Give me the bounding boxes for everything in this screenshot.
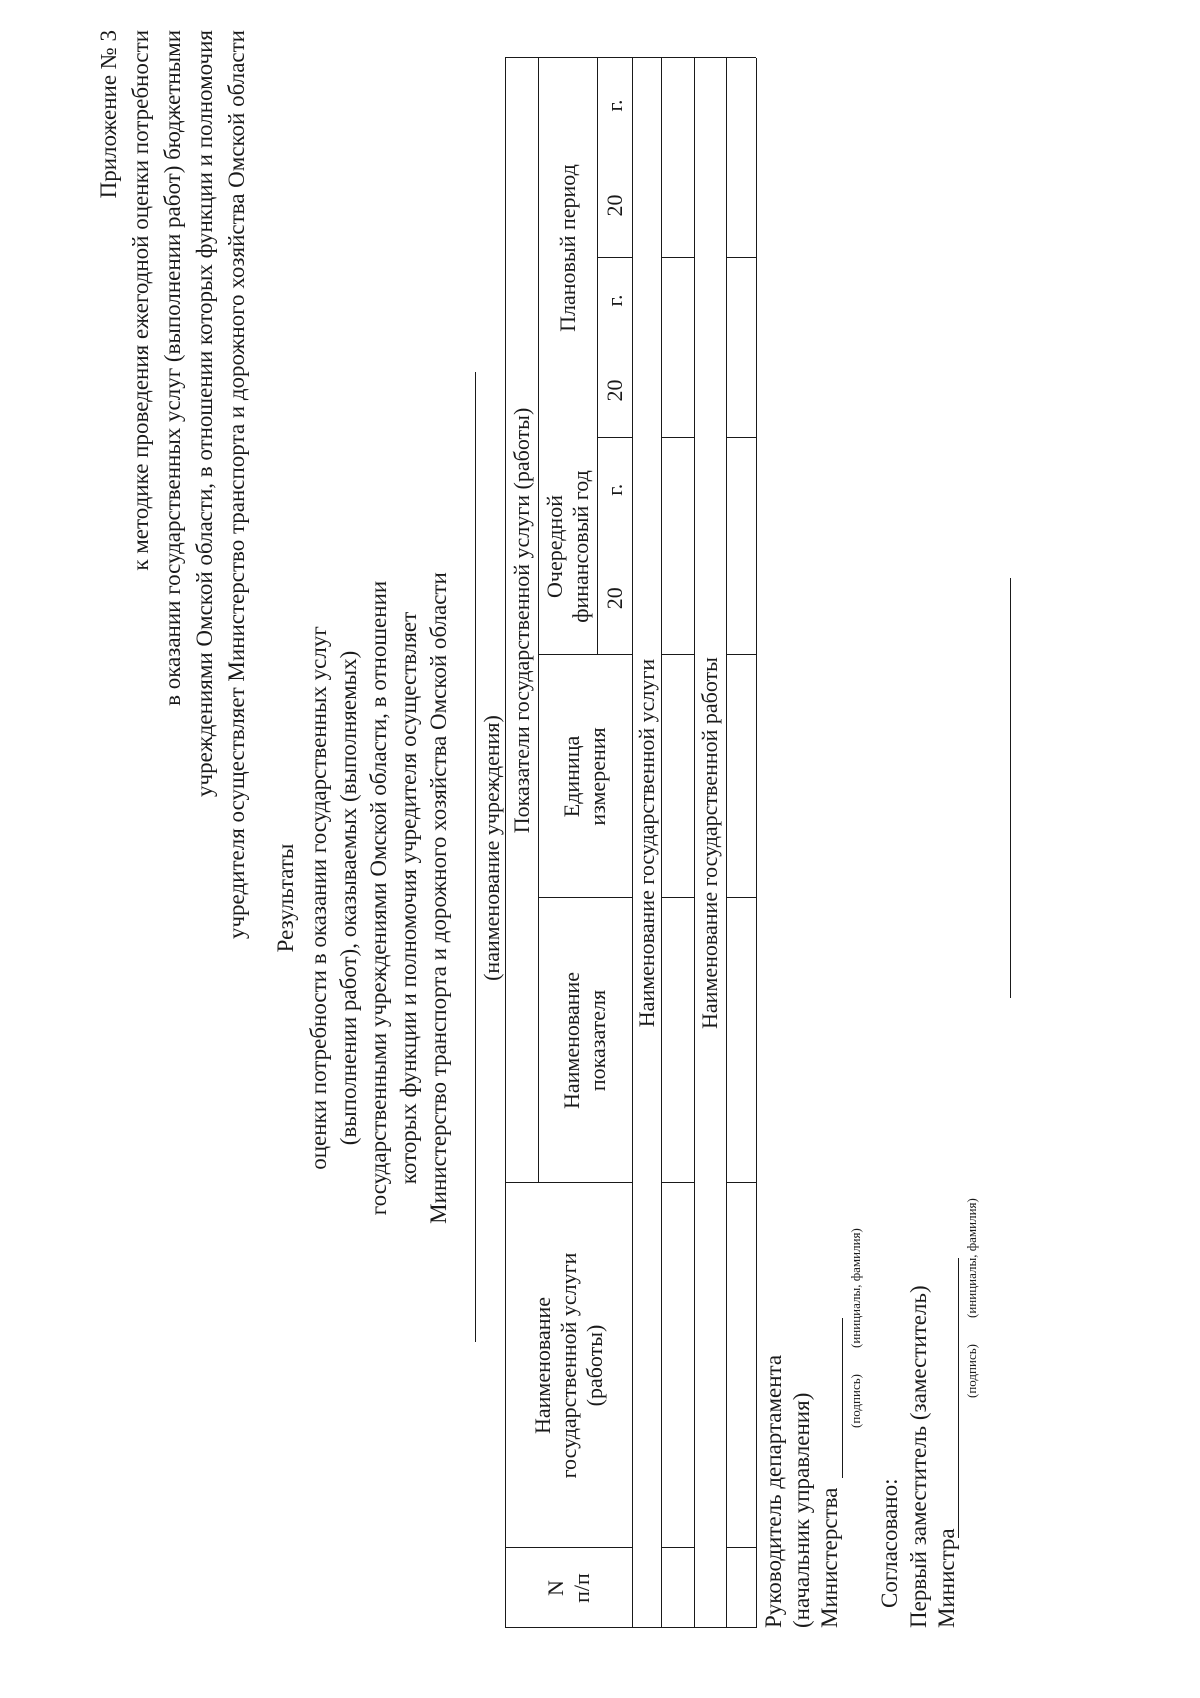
title-heading: Результаты [273,843,298,953]
section-service-row: Наименование государственной услуги [633,658,659,1028]
signature-caption: (подпись) [848,1374,863,1428]
appendix-line: к методике проведения ежегодной оценки потребности [128,30,153,571]
agreed-label: Согласовано: [877,1478,902,1608]
head-signature-line [842,1318,843,1478]
title-line: оценки потребности в оказании государственных услуг [306,626,331,1170]
appendix-line: учредителя осуществляет Министерство транспорта и дорожного хозяйства Омской области [224,30,249,940]
deputy-title-line: Министра [934,1528,959,1628]
deputy-signature-line [958,1258,959,1538]
signature-caption: (подпись) [964,1344,979,1398]
year-cell-plan-1: 20 г. [601,294,627,402]
col-unit-header: Единица измерения [559,727,610,826]
extra-signature-line [1010,578,1011,998]
institution-caption: (наименование учреждения) [479,715,504,981]
col-service-header: Наименование государственной услуги (работы) [529,1252,607,1479]
name-caption: (инициалы, фамилия) [848,1228,863,1348]
appendix-line: в оказании государственных услуг (выполнении работ) бюджетными [160,30,185,706]
title-line: государственными учреждениями Омской области, в отношении [366,580,391,1216]
name-caption: (инициалы, фамилия) [964,1198,979,1318]
col-indicator-name-header: Наименование показателя [559,971,610,1110]
appendix-line: учреждениями Омской области, в отношении которых функции и полномочия [192,30,217,797]
col-next-year-header: Очередной финансовый год [541,470,593,623]
head-title-line: Министерства [817,1487,842,1628]
head-title-line: (начальник управления) [789,1392,814,1628]
appendix-number: Приложение № 3 [96,30,121,199]
col-number-header: N п/п [542,1573,594,1603]
year-cell-plan-2: 20 г. [601,99,627,217]
year-cell-next: 20 г. [601,483,627,610]
section-work-row: Наименование государственной работы [697,657,722,1029]
deputy-title-line: Первый заместитель (заместитель) [906,1285,931,1628]
title-line: Министерство транспорта и дорожного хозяйства Омской области [426,572,451,1224]
indicators-header: Показатели государственной услуги (работы) [508,407,534,834]
head-title-line: Руководитель департамента [761,1354,786,1628]
col-planned-period-header: Плановый период [554,164,580,332]
title-line: (выполнении работ), оказываемых (выполняемых) [336,650,361,1146]
title-line: которых функции и полномочия учредителя осуществляет [396,611,421,1185]
institution-line [475,372,476,1342]
